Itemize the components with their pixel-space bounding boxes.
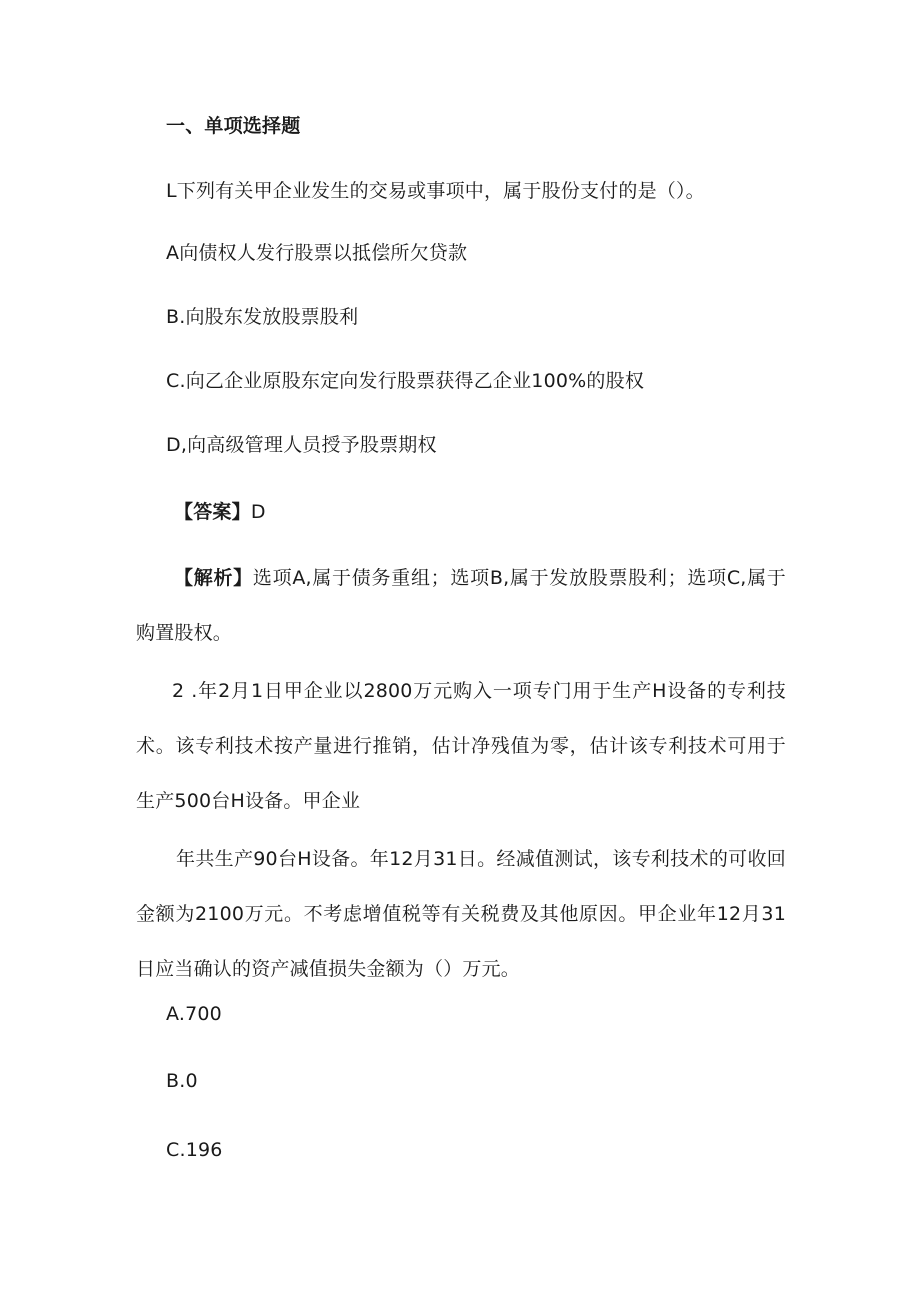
question-1-analysis xyxy=(136,551,786,661)
question-1-answer xyxy=(174,499,266,525)
question-1-stem: L下列有关甲企业发生的交易或事项中，属于股份支付的是（）。 xyxy=(166,180,705,202)
question-2-stem-part2: 年共生产90台H设备。年12月31日。经减值测试，该专利技术的可收回金额为2100万元。不考虑增值税等有关税费及其他原因。甲企业年12月31日应当确认的资产减值损失金额为（）万元。 xyxy=(136,848,786,980)
analysis-label: 【解析】 xyxy=(174,567,253,589)
question-1-option-b: B.向股东发放股票股利 xyxy=(166,306,359,328)
answer-label: 【答案】 xyxy=(174,501,251,523)
answer-value: D xyxy=(250,501,266,523)
question-2-stem-part1: 2 .年2月1日甲企业以2800万元购入一项专门用于生产H设备的专利技术。该专利技术按产量进行推销，估计净残值为零，估计该专利技术可用于生产500台H设备。甲企业 xyxy=(136,680,786,812)
question-1-option-c: C.向乙企业原股东定向发行股票获得乙企业100%的股权 xyxy=(166,370,645,392)
section-title: 一、单项选择题 xyxy=(166,115,301,137)
question-1-option-d: D,向高级管理人员授予股票期权 xyxy=(166,434,437,456)
question-2-option-c: C.196 xyxy=(166,1139,223,1161)
question-2-option-b: B.0 xyxy=(166,1070,198,1092)
analysis-text: 选项A,属于债务重组；选项B,属于发放股票股利；选项C,属于购置股权。 xyxy=(136,567,786,644)
question-2-option-a: A.700 xyxy=(166,1003,222,1025)
question-1-option-a: A向债权人发行股票以抵偿所欠贷款 xyxy=(166,242,468,264)
